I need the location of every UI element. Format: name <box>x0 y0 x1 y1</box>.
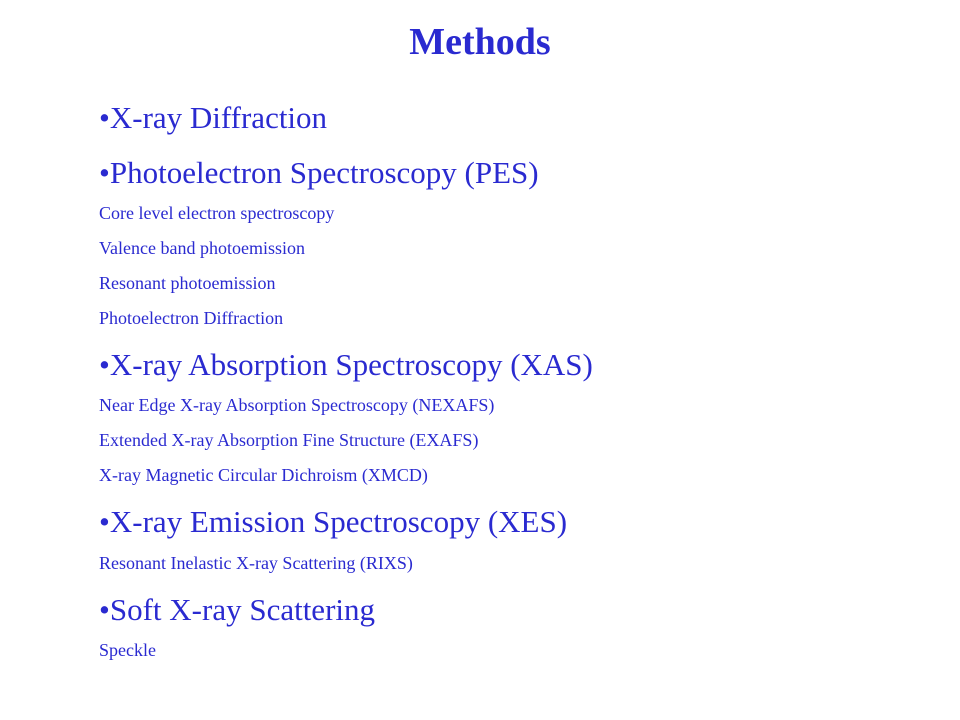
section-heading-pes: •Photoelectron Spectroscopy (PES) <box>99 155 539 190</box>
sub-item-rixs: Resonant Inelastic X-ray Scattering (RIXS) <box>99 553 413 573</box>
slide-title: Methods <box>409 21 551 63</box>
sub-item-valence-band: Valence band photoemission <box>99 238 305 258</box>
sub-item-exafs: Extended X-ray Absorption Fine Structure (EXAFS) <box>99 430 479 450</box>
sub-item-speckle: Speckle <box>99 640 156 660</box>
section-heading-soft-xray-scattering: •Soft X-ray Scattering <box>99 592 376 627</box>
section-heading-xes: •X-ray Emission Spectroscopy (XES) <box>99 504 568 539</box>
section-heading-xray-diffraction: •X-ray Diffraction <box>99 100 328 135</box>
sub-item-resonant-photoemission: Resonant photoemission <box>99 273 276 293</box>
sub-item-xmcd: X-ray Magnetic Circular Dichroism (XMCD) <box>99 465 428 485</box>
sub-item-photoelectron-diffraction: Photoelectron Diffraction <box>99 308 284 328</box>
sub-item-nexafs: Near Edge X-ray Absorption Spectroscopy (NEXAFS) <box>99 395 495 415</box>
sub-item-core-level: Core level electron spectroscopy <box>99 203 335 223</box>
section-heading-xas: •X-ray Absorption Spectroscopy (XAS) <box>99 347 593 382</box>
